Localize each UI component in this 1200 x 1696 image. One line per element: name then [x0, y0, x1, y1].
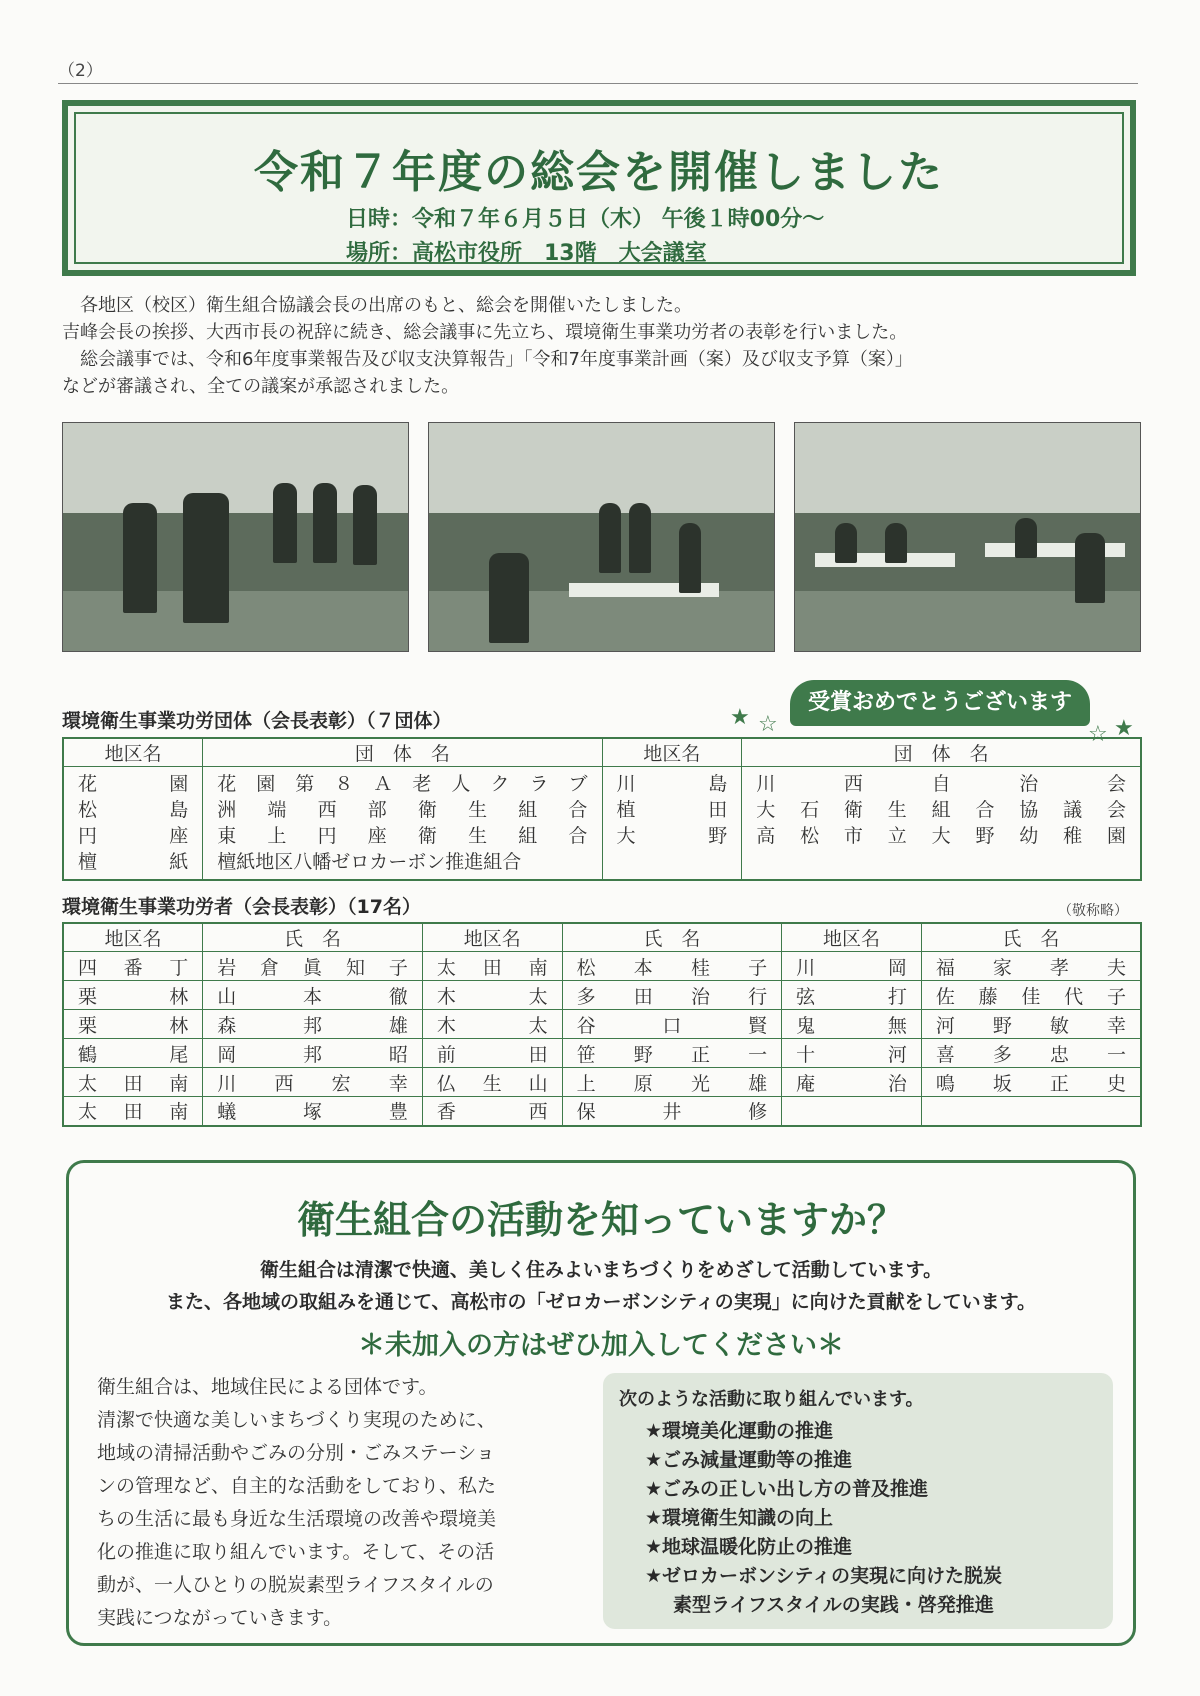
group-name-cell: 大 石 衛 生 組 合 協 議 会	[756, 799, 1126, 821]
top-divider	[58, 83, 1138, 84]
district-cell: 太 田 南	[436, 956, 548, 979]
activity-intro-line: また、各地域の取組みを通じて、高松市の「ゼロカーボンシティの実現」に向けた貢献をしています。	[165, 1291, 1037, 1313]
photo-ceiling	[795, 423, 1140, 513]
photo-person	[1075, 533, 1105, 603]
person-name-cell: 森 邦 雄	[217, 1014, 408, 1037]
header-person-name: 氏 名	[921, 923, 1141, 952]
right-districts	[602, 767, 742, 881]
table-row	[63, 1010, 1141, 1039]
page-number: （2）	[58, 61, 103, 81]
activities-lead: 次のような活動に取り組んでいます。	[619, 1389, 924, 1410]
person-name-cell: 鳴 坂 正 史	[935, 1072, 1126, 1095]
left-groups	[203, 767, 602, 881]
district-cell: 庵 治	[796, 1072, 907, 1095]
district-cell: 川 岡	[796, 956, 907, 979]
intro-text	[62, 292, 1142, 400]
photo-person	[313, 483, 337, 563]
group-name-cell: 東 上 円 座 衛 生 組 合	[217, 825, 588, 847]
table-row	[63, 1039, 1141, 1068]
district-cell: 川 島	[616, 773, 728, 795]
description-line: ちの生活に最も身近な生活環境の改善や環境美	[97, 1508, 497, 1530]
person-name-cell: 多 田 治 行	[576, 985, 768, 1008]
description-line: 実践につながっていきます。	[97, 1607, 343, 1629]
activity-item-continuation: 素型ライフスタイルの実践・啓発推進	[673, 1594, 994, 1616]
person-name-cell: 川 西 宏 幸	[217, 1072, 408, 1095]
person-name-cell: 谷 口 賢	[576, 1014, 768, 1037]
description-line: 衛生組合は、地域住民による団体です。	[97, 1376, 438, 1398]
intro-line: 総会議事では、令和6年度事業報告及び収支決算報告」「令和7年度事業計画（案）及び収支予算（案）」	[62, 349, 913, 370]
group-name-cell: 川 西 自 治 会	[756, 773, 1126, 795]
person-name-cell: 福 家 孝 夫	[935, 956, 1126, 979]
photo-person	[183, 493, 229, 623]
person-name-cell: 笹 野 正 一	[576, 1043, 768, 1066]
district-cell: 松 島	[78, 799, 189, 821]
groups-table	[62, 737, 1142, 881]
district-cell: 木 太	[436, 985, 548, 1008]
person-name-cell: 松 本 桂 子	[576, 956, 768, 979]
intro-line: などが審議され、全ての議案が承認されました。	[62, 376, 460, 397]
photo-person	[123, 503, 157, 613]
district-cell: 仏 生 山	[436, 1072, 548, 1095]
photo-floor	[63, 591, 408, 651]
district-cell: 植 田	[616, 799, 728, 821]
district-cell: 栗 林	[78, 1014, 189, 1037]
intro-line: 各地区（校区）衛生組合協議会長の出席のもと、総会を開催いたしました。	[62, 295, 692, 316]
photo-person	[489, 553, 529, 643]
photo-person	[599, 503, 621, 573]
congrats-banner: 受賞おめでとうございます	[790, 680, 1090, 726]
activities-box	[603, 1373, 1113, 1629]
person-name-cell: 岩 倉 眞 知 子	[217, 956, 408, 979]
group-name-cell: 洲 端 西 部 衛 生 組 合	[217, 799, 588, 821]
activity-item: ★ごみの正しい出し方の普及推進	[645, 1478, 929, 1500]
activity-item: ★ゼロカーボンシティの実現に向けた脱炭	[645, 1565, 1003, 1587]
district-cell: 四 番 丁	[78, 956, 189, 979]
photo-person	[353, 485, 377, 565]
header-district: 地区名	[782, 923, 922, 952]
groups-table-header	[63, 738, 1141, 767]
person-name-cell: 蟻 塚 豊	[217, 1101, 408, 1124]
person-name-cell: 岡 邦 昭	[217, 1043, 408, 1066]
district-cell: 鶴 尾	[78, 1043, 189, 1066]
star-icon: ★	[730, 705, 750, 730]
activity-intro-line: 衛生組合は清潔で快適、美しく住みよいまちづくりをめざして活動しています。	[259, 1259, 943, 1281]
header-district: 地区名	[63, 738, 203, 767]
photo-attendees	[794, 422, 1141, 652]
photo-award-ceremony	[62, 422, 409, 652]
district-cell: 前 田	[436, 1043, 548, 1066]
header-group-name: 団 体 名	[203, 738, 602, 767]
district-cell: 檀 紙	[78, 851, 189, 873]
table-row	[63, 1068, 1141, 1097]
description-line: 地域の清掃活動やごみの分別・ごみステーショ	[97, 1442, 495, 1464]
header-district: 地区名	[63, 923, 203, 952]
header-box	[62, 100, 1136, 276]
activity-item: ★環境衛生知識の向上	[645, 1507, 834, 1529]
district-cell: 太 田 南	[78, 1101, 189, 1124]
photo-person	[835, 523, 857, 563]
district-cell: 十 河	[796, 1043, 907, 1066]
group-name-cell: 檀紙地区八幡ゼロカーボン推進組合	[217, 851, 522, 873]
activity-description	[97, 1371, 597, 1635]
photo-person	[679, 523, 701, 593]
photo-person	[273, 483, 297, 563]
person-name-cell: 喜 多 忠 一	[935, 1043, 1126, 1066]
join-call-to-action: ＊未加入の方はぜひ加入してください＊	[358, 1330, 844, 1361]
person-name-cell: 保 井 修	[576, 1101, 768, 1124]
honorific-note: （敬称略）	[1058, 903, 1128, 919]
district-cell: 鬼 無	[796, 1014, 907, 1037]
header-district: 地区名	[602, 738, 742, 767]
header-district: 地区名	[422, 923, 562, 952]
table-row	[63, 952, 1141, 981]
description-line: ンの管理など、自主的な活動をしており、私た	[97, 1475, 497, 1497]
district-cell: 木 太	[436, 1014, 548, 1037]
person-name-cell: 河 野 敏 幸	[935, 1014, 1126, 1037]
description-line: 動が、一人ひとりの脱炭素型ライフスタイルの	[97, 1574, 494, 1596]
persons-table	[62, 922, 1142, 1127]
description-line: 化の推進に取り組んでいます。そして、その活	[97, 1541, 495, 1563]
event-datetime: 日時：令和７年６月５日（木） 午後１時00分～	[346, 207, 825, 232]
district-cell: 栗 林	[78, 985, 189, 1008]
left-districts	[63, 767, 203, 881]
groups-section-title: 環境衛生事業功労団体（会長表彰）（７団体）	[62, 710, 452, 732]
persons-section-title: 環境衛生事業功労者（会長表彰）（17名）	[62, 896, 421, 918]
table-row	[63, 981, 1141, 1010]
activity-panel	[66, 1160, 1136, 1646]
star-icon: ★	[1114, 716, 1134, 741]
district-cell: 弦 打	[796, 985, 907, 1008]
table-row	[63, 1097, 1141, 1126]
photo-meeting-hall	[428, 422, 775, 652]
district-cell: 円 座	[78, 825, 189, 847]
right-groups	[742, 767, 1141, 881]
photo-person	[1015, 518, 1037, 558]
star-icon: ☆	[758, 712, 778, 737]
activity-item: ★地球温暖化防止の推進	[645, 1536, 853, 1558]
intro-line: 吉峰会長の挨拶、大西市長の祝辞に続き、総会議事に先立ち、環境衛生事業功労者の表彰を行いました。	[62, 322, 908, 343]
persons-table-header	[63, 923, 1141, 952]
district-cell: 太 田 南	[78, 1072, 189, 1095]
event-venue: 場所：高松市役所 13階 大会議室	[346, 241, 707, 266]
groups-table-body	[63, 767, 1141, 881]
district-cell: 香 西	[436, 1101, 548, 1124]
photo-person	[629, 503, 651, 573]
photo-person	[885, 523, 907, 563]
district-cell: 大 野	[616, 825, 728, 847]
person-name-cell: 山 本 徹	[217, 985, 408, 1008]
header-person-name: 氏 名	[203, 923, 423, 952]
group-name-cell: 高 松 市 立 大 野 幼 稚 園	[756, 825, 1126, 847]
header-inner-border	[74, 112, 1124, 264]
page-title: 令和７年度の総会を開催しました	[254, 147, 944, 198]
header-group-name: 団 体 名	[742, 738, 1141, 767]
group-name-cell: 花 園 第 ８ Ａ 老 人 ク ラ ブ	[217, 773, 588, 795]
activity-item: ★環境美化運動の推進	[645, 1420, 834, 1442]
header-person-name: 氏 名	[562, 923, 782, 952]
district-cell: 花 園	[78, 773, 189, 795]
photo-ceiling	[429, 423, 774, 513]
description-line: 清潔で快適な美しいまちづくり実現のために、	[97, 1409, 496, 1431]
star-icon: ☆	[1088, 722, 1108, 747]
person-name-cell: 佐 藤 佳 代 子	[935, 985, 1126, 1008]
activity-panel-title: 衛生組合の活動を知っていますか？	[296, 1198, 905, 1242]
photo-floor	[429, 591, 774, 651]
person-name-cell: 上 原 光 雄	[576, 1072, 768, 1095]
activity-item: ★ごみ減量運動等の推進	[645, 1449, 853, 1471]
